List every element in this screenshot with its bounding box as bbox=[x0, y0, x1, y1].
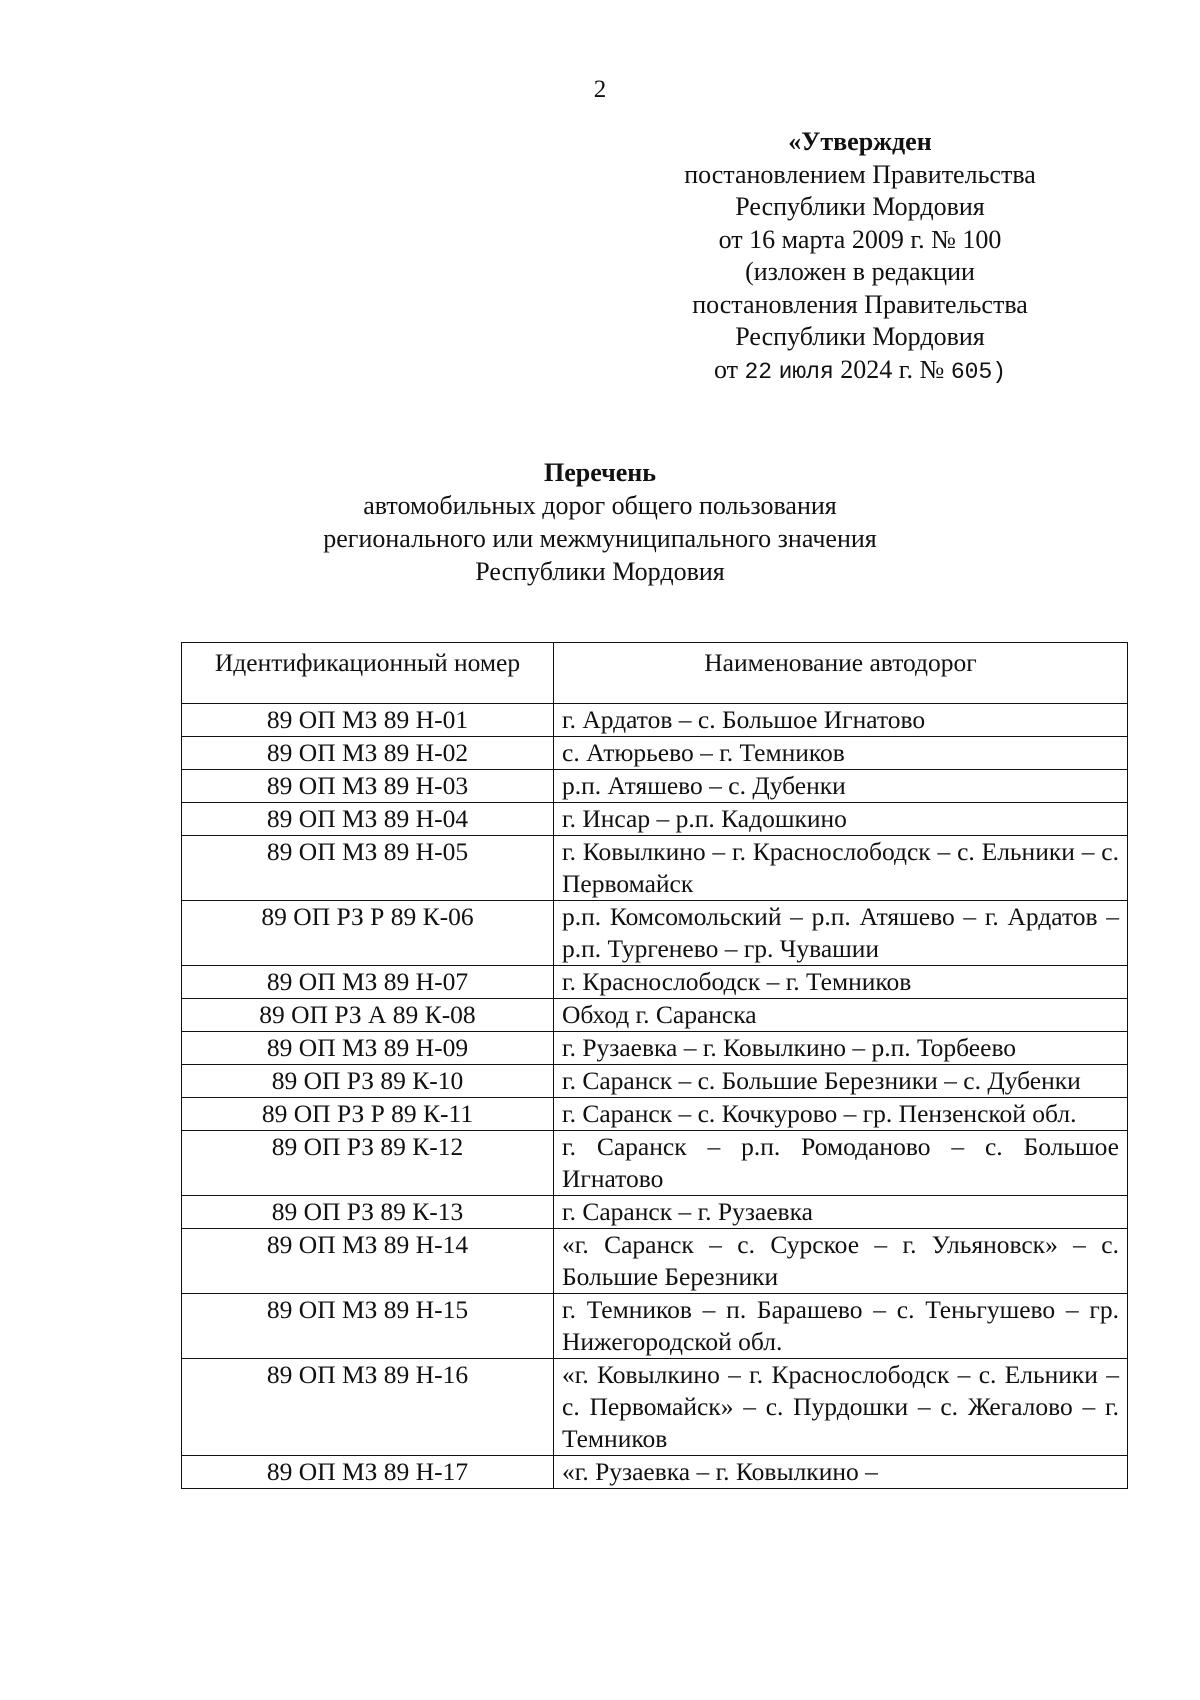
road-name: р.п. Атяшево – с. Дубенки bbox=[554, 770, 1128, 803]
road-id: 89 ОП МЗ 89 Н-16 bbox=[182, 1359, 554, 1456]
approval-line: Республики Мордовия bbox=[735, 192, 985, 221]
table-row bbox=[182, 803, 1128, 836]
table-header-row bbox=[182, 643, 1128, 704]
road-id: 89 ОП МЗ 89 Н-01 bbox=[182, 704, 554, 737]
road-name: г. Саранск – с. Кочкурово – гр. Пензенской обл. bbox=[554, 1098, 1128, 1131]
table-row bbox=[182, 999, 1128, 1032]
approval-line: (изложен в редакции bbox=[745, 257, 975, 286]
road-name: г. Саранск – р.п. Ромоданово – с. Большое Игнатово bbox=[554, 1131, 1128, 1196]
date-month: июля bbox=[778, 358, 834, 385]
road-name: Обход г. Саранска bbox=[554, 999, 1128, 1032]
table-row bbox=[182, 770, 1128, 803]
road-name: г. Саранск – г. Рузаевка bbox=[554, 1196, 1128, 1229]
roads-table bbox=[181, 642, 1128, 1489]
road-name: р.п. Комсомольский – р.п. Атяшево – г. Ардатов – р.п. Тургенево – гр. Чувашии bbox=[554, 901, 1128, 966]
table-row bbox=[182, 1065, 1128, 1098]
road-id: 89 ОП МЗ 89 Н-04 bbox=[182, 803, 554, 836]
road-name: «г. Рузаевка – г. Ковылкино – bbox=[554, 1456, 1128, 1489]
table-row bbox=[182, 1098, 1128, 1131]
table-row bbox=[182, 1294, 1128, 1359]
road-id: 89 ОП МЗ 89 Н-07 bbox=[182, 966, 554, 999]
approval-line: от 16 марта 2009 г. № 100 bbox=[718, 224, 1002, 254]
road-id: 89 ОП МЗ 89 Н-05 bbox=[182, 836, 554, 901]
road-id: 89 ОП РЗ 89 К-10 bbox=[182, 1065, 554, 1098]
title-heading: Перечень bbox=[543, 458, 657, 487]
table-row bbox=[182, 704, 1128, 737]
road-id: 89 ОП МЗ 89 Н-02 bbox=[182, 737, 554, 770]
table-row bbox=[182, 1131, 1128, 1196]
table-row bbox=[182, 836, 1128, 901]
road-id: 89 ОП МЗ 89 Н-15 bbox=[182, 1294, 554, 1359]
road-name: г. Ардатов – с. Большое Игнатово bbox=[554, 704, 1128, 737]
table-row bbox=[182, 901, 1128, 966]
table-row bbox=[182, 737, 1128, 770]
road-id: 89 ОП МЗ 89 Н-09 bbox=[182, 1032, 554, 1065]
road-name: г. Ковылкино – г. Краснослободск – с. Ельники – с. Первомайск bbox=[554, 836, 1128, 901]
approval-line: постановлением Правительства bbox=[684, 159, 1036, 189]
approval-line: Республики Мордовия bbox=[735, 322, 985, 351]
road-name: г. Саранск – с. Большие Березники – с. Дубенки bbox=[554, 1065, 1128, 1098]
approval-date-line bbox=[640, 354, 1080, 389]
approval-line: постановления Правительства bbox=[692, 289, 1028, 319]
title-line: регионального или межмуниципального значения bbox=[323, 524, 877, 553]
table-row bbox=[182, 1456, 1128, 1489]
road-name: г. Рузаевка – г. Ковылкино – р.п. Торбеево bbox=[554, 1032, 1128, 1065]
road-id: 89 ОП РЗ А 89 К-08 bbox=[182, 999, 554, 1032]
date-day: 22 bbox=[744, 358, 773, 385]
table-row bbox=[182, 1229, 1128, 1294]
road-name: г. Инсар – р.п. Кадошкино bbox=[554, 803, 1128, 836]
road-name: г. Темников – п. Барашево – с. Теньгушево – гр. Нижегородской обл. bbox=[554, 1294, 1128, 1359]
road-id: 89 ОП МЗ 89 Н-14 bbox=[182, 1229, 554, 1294]
header-id: Идентификационный номер bbox=[182, 643, 554, 704]
table-row bbox=[182, 1032, 1128, 1065]
header-name: Наименование автодорог bbox=[554, 643, 1128, 704]
table-row bbox=[182, 966, 1128, 999]
road-id: 89 ОП РЗ Р 89 К-11 bbox=[182, 1098, 554, 1131]
road-name: «г. Ковылкино – г. Краснослободск – с. Ельники – с. Первомайск» – с. Пурдошки – с. Жегалово – г. Темников bbox=[554, 1359, 1128, 1456]
road-id: 89 ОП МЗ 89 Н-17 bbox=[182, 1456, 554, 1489]
document-title bbox=[0, 456, 1200, 588]
title-line: Республики Мордовия bbox=[475, 557, 725, 586]
approval-heading: «Утвержден bbox=[788, 127, 932, 156]
table-row bbox=[182, 1359, 1128, 1456]
road-id: 89 ОП РЗ 89 К-13 bbox=[182, 1196, 554, 1229]
date-prefix: от bbox=[713, 354, 738, 384]
title-line: автомобильных дорог общего пользования bbox=[363, 491, 837, 520]
approval-stamp bbox=[640, 126, 1080, 388]
road-name: «г. Саранск – с. Сурское – г. Ульяновск» – с. Большие Березники bbox=[554, 1229, 1128, 1294]
date-year: 2024 г. № bbox=[840, 354, 945, 384]
date-number: 605) bbox=[950, 358, 1007, 385]
road-name: с. Атюрьево – г. Темников bbox=[554, 737, 1128, 770]
table-row bbox=[182, 1196, 1128, 1229]
road-id: 89 ОП РЗ Р 89 К-06 bbox=[182, 901, 554, 966]
road-id: 89 ОП РЗ 89 К-12 bbox=[182, 1131, 554, 1196]
page-number: 2 bbox=[593, 76, 607, 103]
road-name: г. Краснослободск – г. Темников bbox=[554, 966, 1128, 999]
road-id: 89 ОП МЗ 89 Н-03 bbox=[182, 770, 554, 803]
